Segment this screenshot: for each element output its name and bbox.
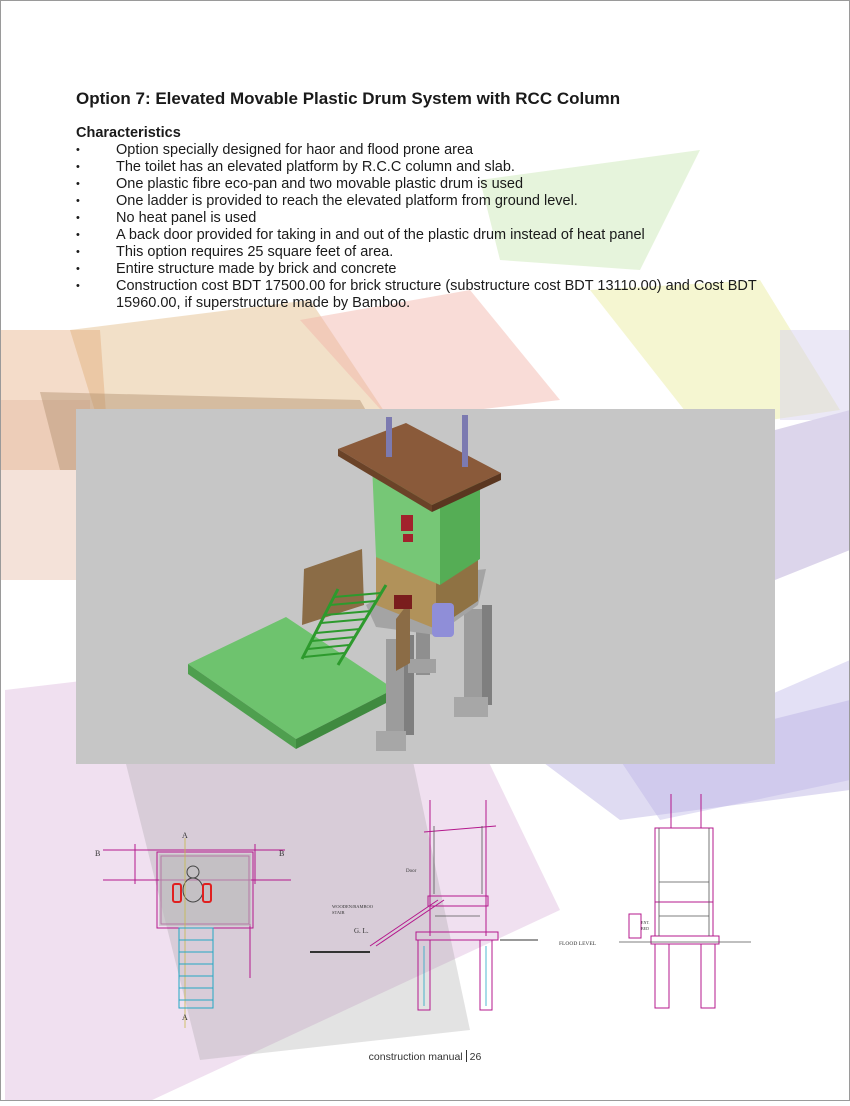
list-item: • A back door provided for taking in and out of the plastic drum instead of heat panel (76, 227, 776, 244)
section-ground-label: G. L. (354, 927, 369, 935)
list-item: • No heat panel is used (76, 210, 776, 227)
toilet-3d-render (76, 409, 775, 764)
elevation-flood-level-label: FLOOD LEVEL (559, 941, 597, 947)
plan-section-b-right: B (279, 849, 285, 858)
list-item: • Entire structure made by brick and concrete (76, 261, 776, 278)
list-item: • One plastic fibre eco-pan and two movable plastic drum is used (76, 176, 776, 193)
list-item: • Construction cost BDT 17500.00 for brick structure (substructure cost BDT 13110.00) and Cost BDT 15960.00, if superstructure made by Bamboo. (76, 278, 776, 312)
list-item: • One ladder is provided to reach the elevated platform from ground level. (76, 193, 776, 210)
characteristics-heading: Characteristics (76, 125, 181, 141)
toilet-3d-illustration (76, 409, 775, 764)
list-item: • This option requires 25 square feet of area. (76, 244, 776, 261)
characteristics-list (76, 142, 776, 312)
elevation-drawing (555, 792, 755, 1022)
elevation-pipe-label-2: BED (641, 926, 649, 931)
elevation-pipe-label-1: ENT. (641, 920, 650, 925)
page-title: Option 7: Elevated Movable Plastic Drum System with RCC Column (76, 89, 621, 108)
plan-section-b-left: B (95, 849, 101, 858)
list-item: • Option specially designed for haor and flood prone area (76, 142, 776, 159)
page-number: 26 (469, 1051, 482, 1063)
plan-section-a-bottom: A (182, 1013, 188, 1022)
footer-separator (466, 1050, 467, 1062)
section-drawing-svg (310, 796, 540, 1022)
footer-text: construction manual (368, 1051, 463, 1063)
plan-section-a-top: A (182, 831, 188, 840)
section-drawing (310, 796, 540, 1022)
plan-drawing-svg (95, 828, 295, 1028)
elevation-drawing-svg (555, 792, 755, 1022)
list-item: • The toilet has an elevated platform by R.C.C column and slab. (76, 159, 776, 176)
page-footer (0, 1050, 850, 1063)
section-stair-label-2: STAIR (332, 910, 345, 915)
section-door-label: Door (406, 869, 417, 874)
section-stair-label-1: WOODEN/BAMBOO (332, 904, 373, 909)
plan-drawing (95, 828, 295, 1028)
